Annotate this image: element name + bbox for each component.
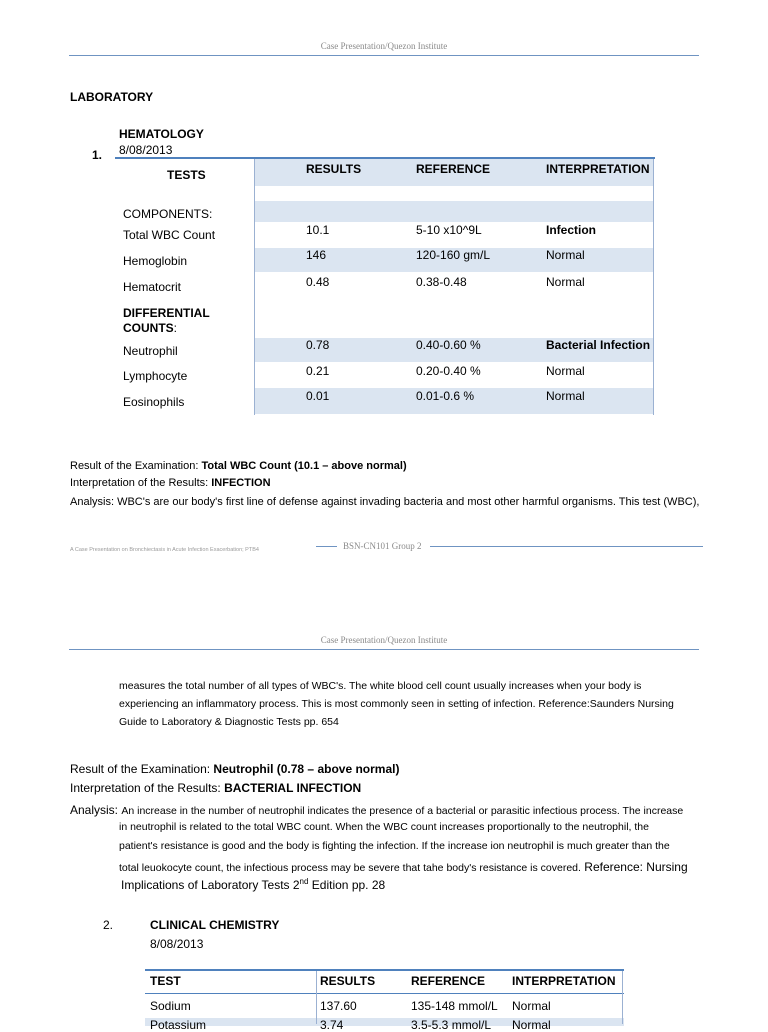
table-top-border [145,969,624,971]
table-divider [653,159,654,415]
page-header: Case Presentation/Quezon Institute [320,41,448,51]
col-header-reference: REFERENCE [416,162,491,176]
row-interpretation: Normal [546,248,585,262]
row-result: 0.21 [306,364,330,378]
footer-rule [316,546,337,547]
row-interpretation: Normal [546,389,585,403]
row-test: Potassium [150,1018,207,1032]
reference-superscript: nd [299,877,309,886]
paragraph-line: Guide to Laboratory & Diagnostic Tests pp. 654 [119,716,339,728]
hematology-date: 8/08/2013 [119,143,173,157]
row-result: 10.1 [306,223,330,237]
table-header-rule [145,993,624,994]
row-result: 0.01 [306,389,330,403]
row-test: Total WBC Count [123,228,216,242]
analysis-text: patient's resistance is good and the body is fighting the infection. If the increase ion neutrophil is much greater than the [119,840,670,852]
table-divider [622,971,623,1024]
differential-label-line2 [123,321,177,335]
result-line [70,460,407,472]
result-label: Result of the Examination: [70,460,202,472]
row-test: Lymphocyte [123,369,188,383]
analysis-text: in neutrophil is related to the total WBC count. When the WBC count increases proportionally to the neutrophil, the [119,821,649,833]
chemistry-title: CLINICAL CHEMISTRY [150,918,280,932]
row-interpretation: Infection [546,223,596,237]
analysis-line [70,801,683,819]
row-interpretation: Normal [512,999,551,1013]
chemistry-date: 8/08/2013 [150,937,204,951]
result-label: Result of the Examination: [70,762,214,776]
hematology-title: HEMATOLOGY [119,127,204,141]
reference-line [121,877,385,892]
col-header-results: RESULTS [320,974,376,988]
row-interpretation: Normal [512,1018,551,1032]
row-reference: 0.20-0.40 % [416,364,481,378]
interp-value: BACTERIAL INFECTION [224,781,362,795]
footer-right: BSN-CN101 Group 2 [343,541,422,551]
interp-value: INFECTION [211,477,271,489]
result-line [70,762,399,776]
col-header-reference: REFERENCE [411,974,486,988]
table-divider [316,971,317,1024]
differential-label: DIFFERENTIAL [123,306,210,320]
table-band [145,1018,624,1026]
row-result: 146 [306,248,327,262]
footer-left: A Case Presentation on Bronchiectasis in Acute Infection Exacerbation; PTB4 [70,547,259,553]
row-reference: 0.38-0.48 [416,275,467,289]
analysis-text: WBC's are our body's first line of defense against invading bacteria and most other harmful organisms. This test (WBC), [117,496,700,508]
col-header-interpretation: INTERPRETATION [512,974,616,988]
col-header-interpretation: INTERPRETATION [546,162,650,176]
page-header: Case Presentation/Quezon Institute [320,635,448,645]
footer-rule [430,546,703,547]
list-number: 1. [92,148,103,162]
row-reference: 135-148 mmol/L [411,999,498,1013]
paragraph-line: experiencing an inflammatory process. This is most commonly seen in setting of infection. Reference:Saunders Nursing [119,698,674,710]
paragraph-line: measures the total number of all types of WBC's. The white blood cell count usually increases when your body is [119,680,642,692]
components-label: COMPONENTS: [123,207,213,221]
header-rule [69,55,699,56]
row-result: 3.74 [320,1018,344,1032]
interp-label: Interpretation of the Results: [70,477,212,489]
interpretation-line [70,477,271,489]
table-band [255,201,653,222]
analysis-text: total leuokocyte count, the infectious process may be severe that tahe body's resistance is covered. [119,862,581,874]
analysis-line [70,496,699,508]
analysis-label: Analysis: [70,803,122,817]
col-header-test: TEST [150,974,181,988]
differential-colon: : [173,321,178,335]
result-value: Total WBC Count (10.1 – above normal) [201,460,407,472]
row-test: Hematocrit [123,280,182,294]
row-result: 0.78 [306,338,330,352]
list-number: 2. [103,918,114,932]
row-reference: 0.01-0.6 % [416,389,475,403]
row-reference: 120-160 gm/L [416,248,491,262]
result-value: Neutrophil (0.78 – above normal) [213,762,400,776]
differential-label-counts: COUNTS [123,321,174,335]
row-interpretation: Normal [546,364,585,378]
analysis-last-line [119,858,688,876]
header-rule [69,649,699,650]
reference-inline: Reference: Nursing [580,860,688,874]
reference-text: Edition pp. 28 [308,878,386,892]
row-test: Neutrophil [123,344,178,358]
row-reference: 3.5-5.3 mmol/L [411,1018,492,1032]
row-interpretation: Normal [546,275,585,289]
analysis-text: An increase in the number of neutrophil indicates the presence of a bacterial or parasitic infectious process. The increase [121,805,684,817]
row-result: 0.48 [306,275,330,289]
col-header-results: RESULTS [306,162,362,176]
row-test: Sodium [150,999,191,1013]
row-reference: 5-10 x10^9L [416,223,482,237]
interp-label: Interpretation of the Results: [70,781,225,795]
analysis-label: Analysis: [70,496,118,508]
interpretation-line [70,781,361,795]
col-header-tests: TESTS [167,168,206,182]
row-interpretation: Bacterial Infection [546,338,651,352]
reference-text: Implications of Laboratory Tests 2 [121,878,300,892]
table-divider [254,159,255,415]
row-test: Hemoglobin [123,254,188,268]
row-test: Eosinophils [123,395,185,409]
section-title: LABORATORY [70,90,154,104]
row-result: 137.60 [320,999,357,1013]
row-reference: 0.40-0.60 % [416,338,481,352]
